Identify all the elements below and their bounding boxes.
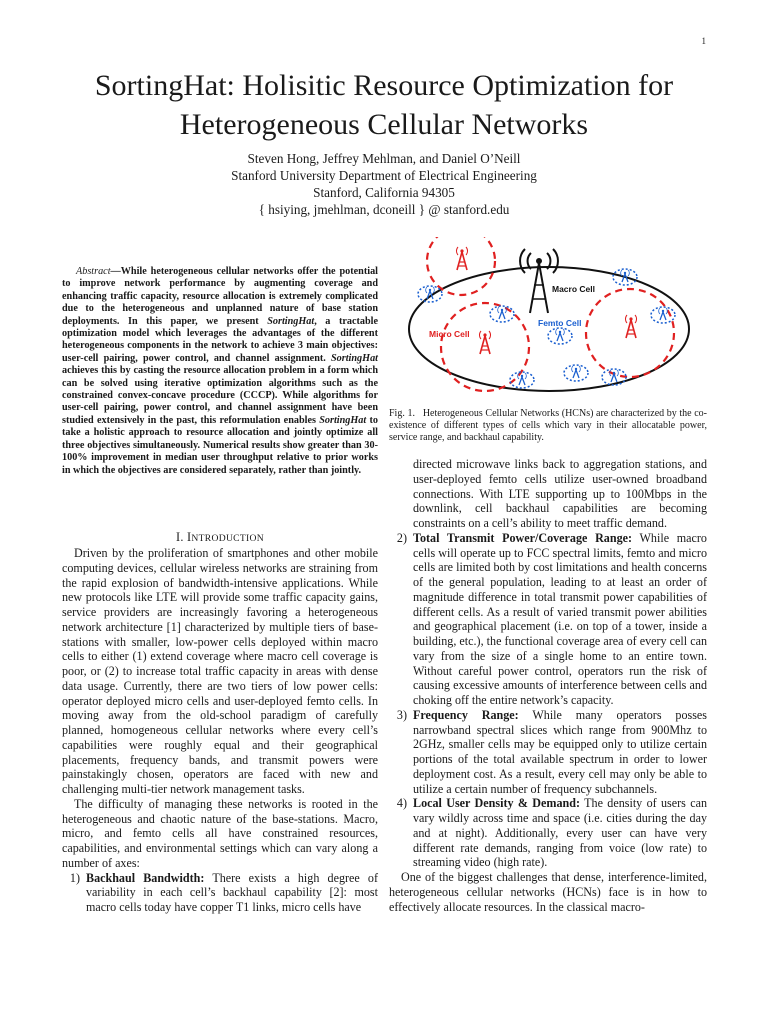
figure-hcn-diagram <box>389 237 709 404</box>
author-location: Stanford, California 94305 <box>313 185 455 200</box>
section-heading-introduction: I. INTRODUCTION <box>175 530 264 544</box>
right-column <box>389 457 707 914</box>
abstract-text-c: achieves this by casting the resource allocation problem in a form which can be solved using iterative optimization algorithms such as the constrained convex-concave procedure (CCCP). While algorithms for user-cell pairing, power control, and channel assignment have been studied extensively in the past, this reformulation enables <box>62 365 378 426</box>
hcn-diagram-svg <box>389 237 709 404</box>
macro-tower-icon <box>520 249 558 313</box>
paper-title: SortingHat: Holisitic Resource Optimization for Heterogeneous Cellular Networks <box>94 69 674 141</box>
author-block <box>60 150 708 218</box>
femto-cell-boundary <box>418 286 442 302</box>
label-macro-cell: Macro Cell <box>552 284 595 294</box>
label-micro-cell: Micro Cell <box>429 329 470 339</box>
femto-cell-boundary <box>490 306 514 322</box>
abstract <box>62 266 378 477</box>
abstract-text-a: —While heterogeneous cellular networks offer the potential to improve network performance by augmenting coverage and enhancing traffic capacity, resource allocation is extremely complicated due to the heterogeneous and unplanned nature of base station deployments. In this paper, we present <box>62 266 378 327</box>
micro-tower-icon <box>479 331 490 354</box>
femto-icon <box>572 366 581 378</box>
author-names: Steven Hong, Jeffrey Mehlman, and Daniel O’Neill <box>247 151 521 166</box>
figure-caption <box>389 408 707 444</box>
micro-tower-icon <box>625 315 636 338</box>
micro-cell-boundary <box>586 289 674 377</box>
author-email: { hsiying, jmehlman, dconeill } @ stanford.edu <box>258 202 510 217</box>
intro-paragraph-2: The difficulty of managing these networks is rooted in the heterogeneous and chaotic nature of the base-stations. Macro, micro, and femto cells all have constrained resources, capabilities, and environmental settings which can vary along a number of axes: <box>62 796 378 870</box>
femto-cell-boundary <box>651 307 675 323</box>
page-number: 1 <box>701 36 706 46</box>
caption-label: Fig. 1. <box>389 408 415 419</box>
list-item: 2) Total Transmit Power/Coverage Range: While macro cells will operate up to FCC spectral limits, femto and micro cells are limited both by cost limitations and health concerns of the general population, leading to at least an order of magnitude difference in total transmit power capabilities of different cells. As a result of varied transmit power abilities and geographical placement (i.e. on top of a tower, inside a building, etc.), the functional coverage area of every cell can vary from the size of a single home to an entire town. Without careful power control, operators run the risk of causing excessive amounts of interference between cells and choking off the entire network’s capacity. <box>396 530 707 707</box>
caption-text: Heterogeneous Cellular Networks (HCNs) are characterized by the co-existence of different types of cells which vary in their allocatable power, service range, and backhaul capability. <box>389 408 707 443</box>
author-affiliation: Stanford University Department of Electrical Engineering <box>231 168 537 183</box>
abstract-system-name: SortingHat <box>267 315 315 327</box>
intro-paragraph-1: Driven by the proliferation of smartphones and other mobile computing devices, cellular wireless networks are straining from the rapid explosion of bandwidth-intensive applications. While new protocols like LTE will provide some traffic capacity gains, service providers are increasingly favoring a heterogeneous network architecture [1] characterized by multiple tiers of base-stations with smaller, low-power cells deployed within macro cells to either (1) extend coverage where macro cell coverage is poor, or (2) to increase total traffic capacity in areas with dense data usage. Currently, there are two tiers of low power cells: operator deployed micro cells and user-deployed femto cells. In moving away from the old-school paradigm of carefully planned, homogeneous cellular networks where every cell’s capabilities were roughly equal and their geographical placements, frequency bands, and transmit powers were painstakingly chosen, operators are faced with new and challenging multi-tier network management tasks. <box>62 546 378 796</box>
list-item: 1) Backhaul Bandwidth: There exists a high degree of variability in each cell’s backhaul capability [2]: most macro cells today have copper T1 links, micro cells have <box>69 870 378 914</box>
micro-cell-boundary <box>441 303 529 391</box>
femto-icon <box>659 308 668 320</box>
abstract-text-b: , a tractable optimization model which leverages the advantages of the different heterogeneous components in the network to achieve 3 main objectives: user-cell pairing, power control, and channel assignment. <box>62 315 378 364</box>
femto-icon <box>556 329 565 341</box>
list-item: 4) Local User Density & Demand: The density of users can vary wildly across time and space (i.e. cities during the day and at night). Additionally, every user can have very different rate demands, ranging from voice (low rate) to streaming video (high rate). <box>396 796 707 870</box>
left-column <box>62 546 378 915</box>
list-item: 3) Frequency Range: While many operators posses narrowband spectral slices which range from 900Mhz to 2GHz, smaller cells may be equipped only to utilize certain portions of the total available spectrum in order to lower deployment cost. As a result, every cell may only be able to utilize a certain number of frequency subchannels. <box>396 707 707 796</box>
list-item-continuation: directed microwave links back to aggregation stations, and user-deployed femto cells utilize user-owned broadband connections. With LTE supporting up to 100Mbps in the downlink, cell backhaul capabilities are becoming constraints on a cell’s ability to meet traffic demand. <box>413 457 707 530</box>
femto-cell-boundary <box>548 328 572 344</box>
abstract-text-d: to take a holistic approach to resource allocation and jointly optimize all three objectives simultaneously. Numerical results show greater than 30-100% improvement in median user throughput relative to prior works in which the objectives are considered separately, rather than jointly. <box>62 414 378 476</box>
micro-tower-icon <box>456 247 467 270</box>
label-femto-cell: Femto Cell <box>538 318 582 328</box>
abstract-system-name: SortingHat <box>319 414 367 426</box>
abstract-system-name: SortingHat <box>331 352 378 364</box>
abstract-label: Abstract <box>76 266 111 277</box>
femto-cell-boundary <box>564 365 588 381</box>
paragraph-challenges: One of the biggest challenges that dense, interference-limited, heterogeneous cellular networks (HCNs) face is in how to effectively allocate resources. In the classical macro- <box>389 870 707 914</box>
